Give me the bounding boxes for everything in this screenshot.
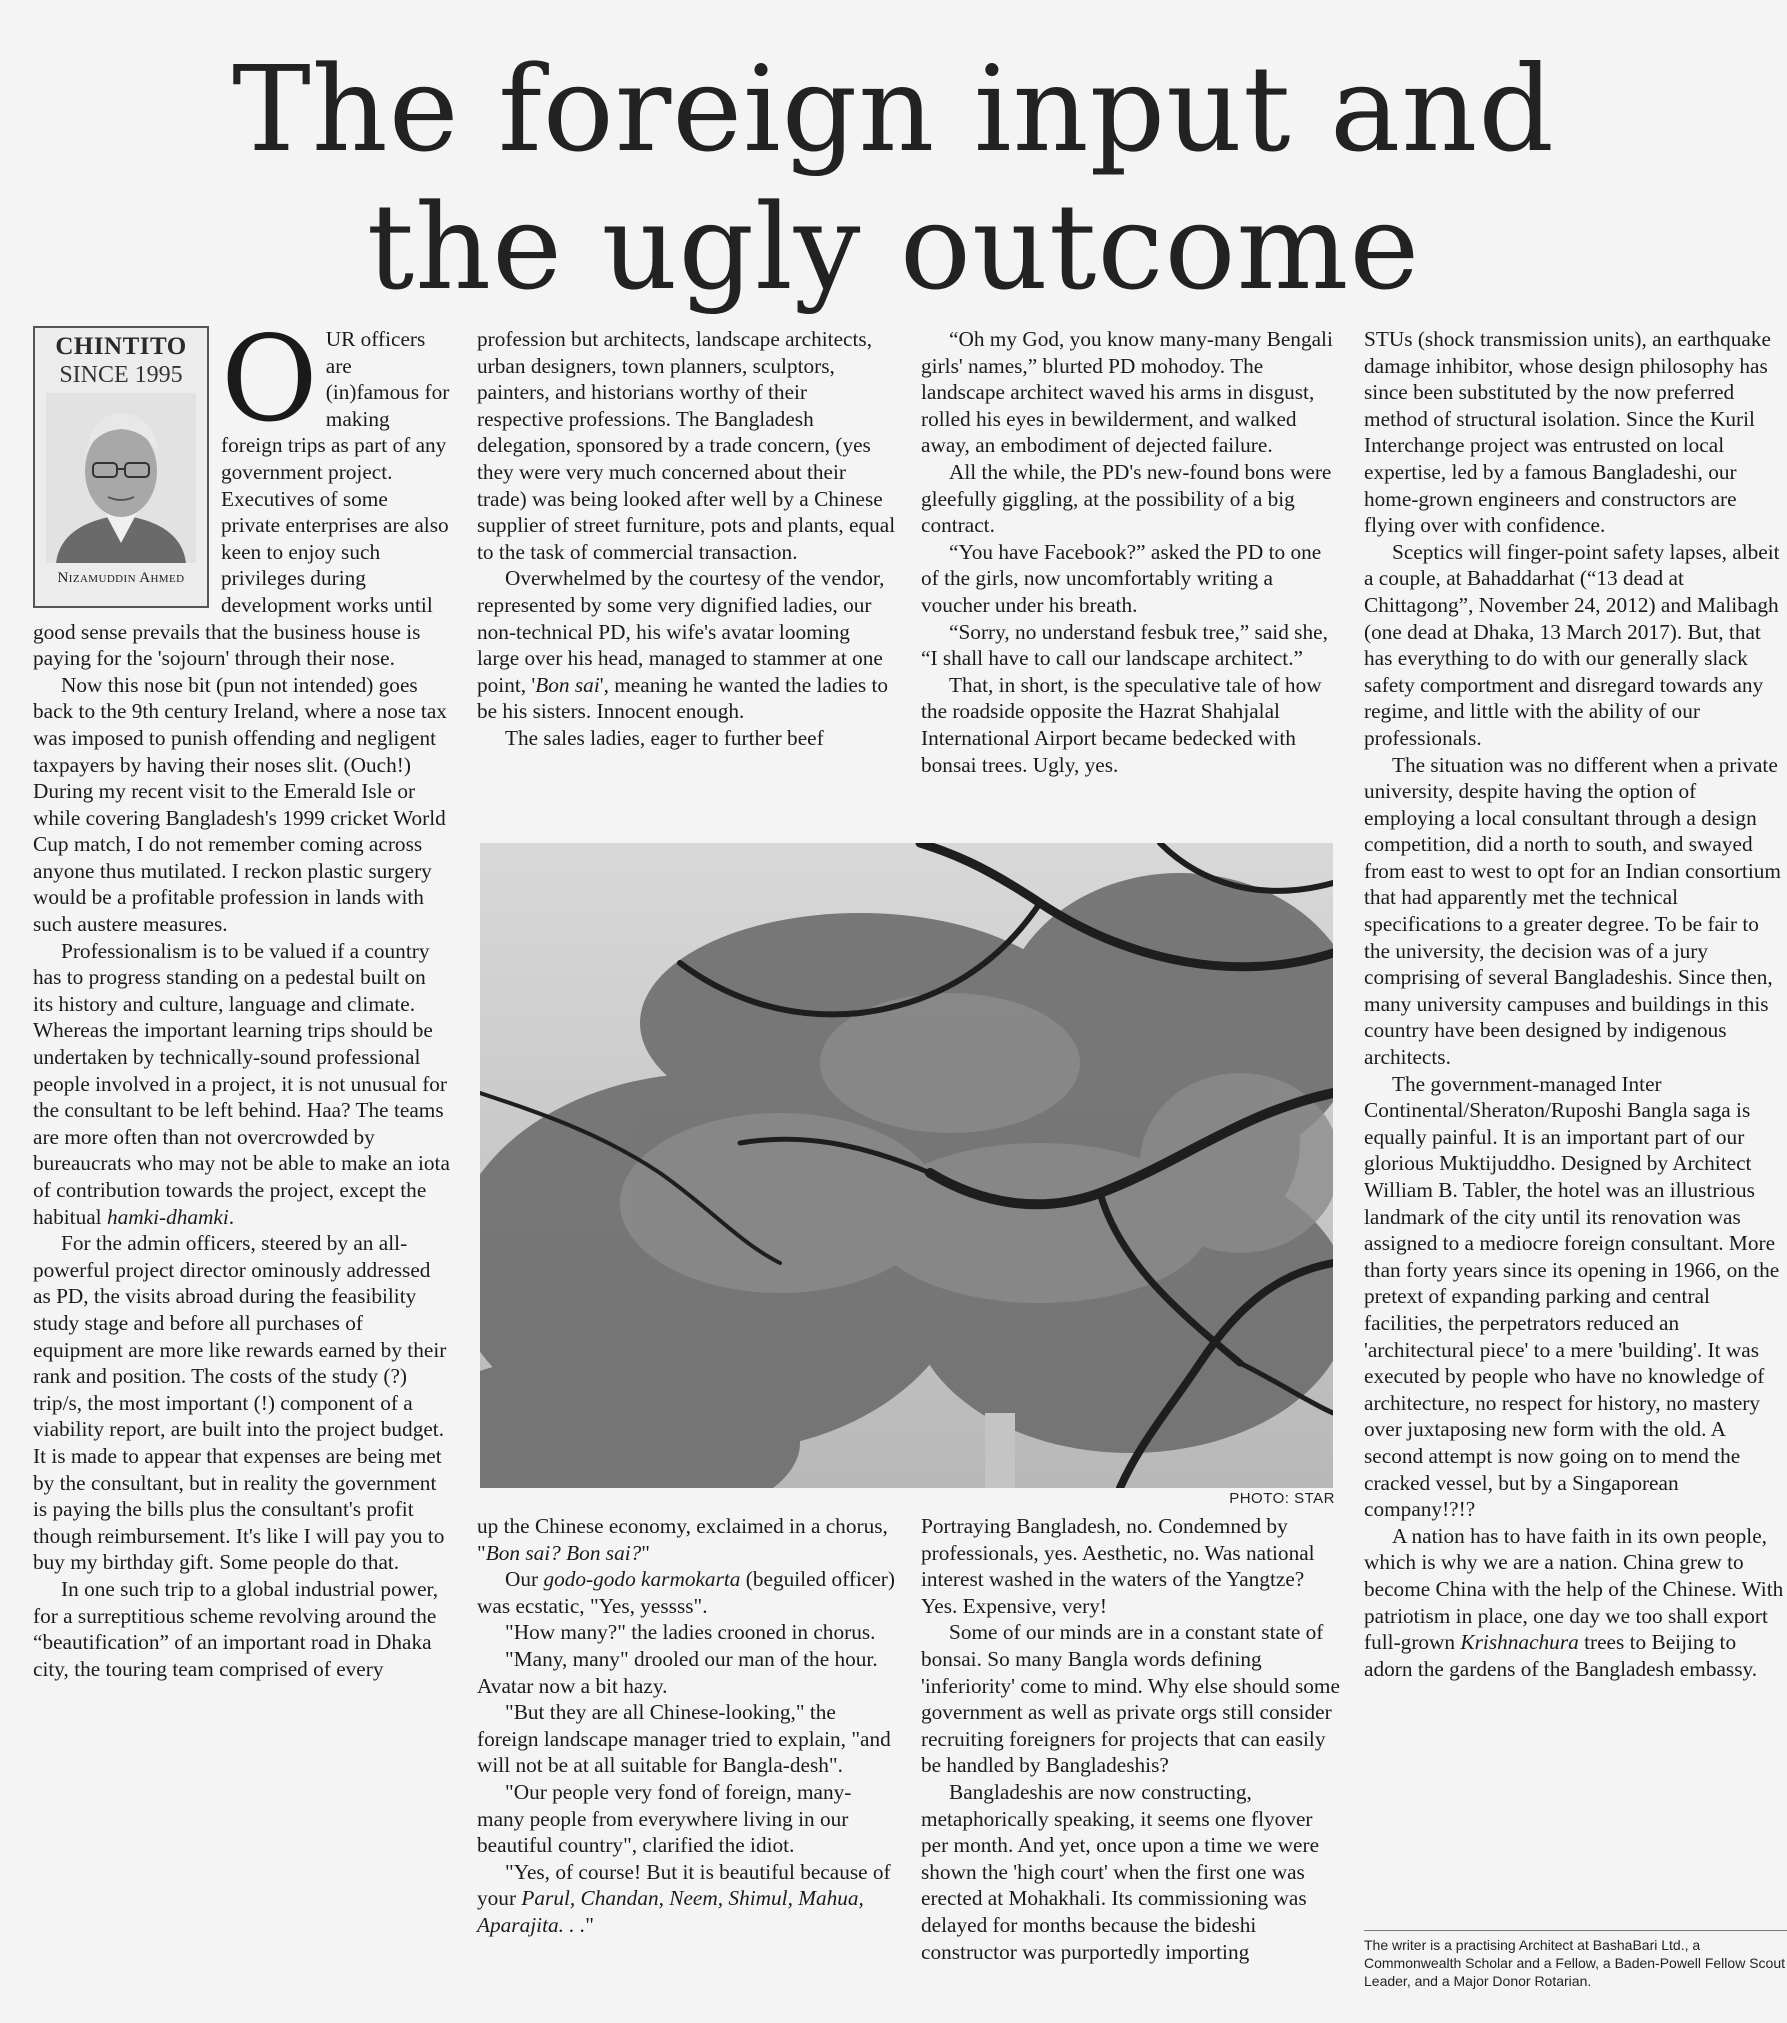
paragraph: Professionalism is to be valued if a country has to progress standing on a pedestal built on its history and culture, language and climate. Whereas the important learning trips should be undertaken by technically-sound professional people involved in a project, it is not unusual for the consultant to be left behind. Haa? The teams are more often than not overcrowded by bureaucrats who may not be able to make an iota of contribution towards the project, except the habitual hamki-dhamki.	[33, 938, 450, 1229]
paragraph: profession but architects, landscape architects, urban designers, town planners, sculptors, painters, and historians worthy of their respective professions. The Bangladesh delegation, sponsored by a trade concern, (yes they were very much concerned about their trade) was being looked after well by a Chinese supplier of street furniture, pots and plants, equal to the task of commercial transaction.	[477, 327, 896, 564]
paragraph: Our godo-godo karmokarta (beguiled officer) was ecstatic, "Yes, yessss".	[477, 1567, 895, 1618]
paragraph: Overwhelmed by the courtesy of the vendor, represented by some very dignified ladies, our non-technical PD, his wife's avatar looming large over his head, managed to stammer at one point, 'Bon sai', meaning he wanted the ladies to be his sisters. Innocent enough.	[477, 566, 889, 724]
paragraph: up the Chinese economy, exclaimed in a chorus, "Bon sai? Bon sai?"	[477, 1514, 888, 1565]
author-name: Nizamuddin Ahmed	[57, 570, 185, 586]
article-column-2	[477, 326, 897, 752]
paragraph: “Sorry, no understand fesbuk tree,” said she, “I shall have to call our landscape architect.”	[921, 619, 1328, 671]
byline-box	[33, 326, 209, 608]
article-column-3	[921, 326, 1341, 778]
paragraph: OUR officers are (in)famous for making foreign trips as part of any government project. Executives of some private enterprises are also keen to enjoy such privileges during development works until good sense prevails that the business house is paying for the 'sojourn' through their nose.	[33, 310, 450, 671]
author-portrait-icon	[46, 393, 196, 563]
paragraph: "Our people very fond of foreign, many-many people from everywhere living in our beautiful country", clarified the idiot.	[477, 1779, 852, 1858]
paragraph: In one such trip to a global industrial power, for a surreptitious scheme revolving around the “beautification” of an important road in Dhaka city, the touring team comprised of every	[33, 1576, 439, 1681]
author-note: The writer is a practising Architect at BashaBari Ltd., a Commonwealth Scholar and a Fellow, a Baden-Powell Fellow Scout Leader, and a Major Donor Rotarian.	[1364, 1937, 1785, 1989]
paragraph: "Many, many" drooled our man of the hour. Avatar now a bit hazy.	[477, 1646, 878, 1698]
paragraph: Portraying Bangladesh, no. Condemned by professionals, yes. Aesthetic, no. Was national interest washed in the waters of the Yangtze? Yes. Expensive, very!	[921, 1514, 1315, 1618]
paragraph: STUs (shock transmission units), an earthquake damage inhibitor, whose design philosophy has since been substituted by the now preferred method of structural isolation. Since the Kuril Interchange project was entrusted on local expertise, led by a famous Bangladeshi, our home-grown engineers and constructors are flying over with confidence.	[1364, 327, 1771, 538]
drop-cap: O	[221, 310, 318, 448]
article-column-2-continued	[477, 1513, 897, 1939]
article-column-3-continued	[921, 1513, 1341, 1965]
paragraph: The government-managed Inter Continental/Sheraton/Ruposhi Bangla saga is equally painful. It is an important part of our glorious Muktijuddho. Designed by Architect William B. Tabler, the hotel was an illustrious landmark of the city until its renovation was assigned to a mediocre foreign consultant. More than forty years since its opening in 1966, on the pretext of expanding parking and central facilities, the perpetrators reduced an 'architectural piece' to a mere 'building'. It was executed by people who have no knowledge of architecture, no respect for history, no mastery over juxtaposing new form with the old. A second attempt is now going on to mend the cracked vessel, but by a Singaporean company!?!?	[1364, 1071, 1780, 1522]
paragraph: For the admin officers, steered by an all-powerful project director ominously addressed as PD, the visits abroad during the feasibility study stage and before all purchases of equipment are more like rewards earned by their rank and position. The costs of the study (?) trip/s, the most important (!) component of a viability report, are built into the project budget. It is made to appear that expenses are being met by the consultant, but in reality the government is paying the bills plus the consultant's profit though reimbursement. It's like I will pay you to buy my birthday gift. Some people do that.	[33, 1231, 447, 1575]
paragraph: "But they are all Chinese-looking," the foreign landscape manager tried to explain, "and will not be at all suitable for Bangla-desh".	[477, 1700, 891, 1778]
paragraph: Now this nose bit (pun not intended) goes back to the 9th century Ireland, where a nose tax was imposed to punish offending and negligent taxpayers by having their noses slit. (Ouch!) During my recent visit to the Emerald Isle or while covering Bangladesh's 1999 cricket World Cup match, I do not remember coming across anyone thus mutilated. I reckon plastic surgery would be a profitable profession in lands with such austere measures.	[33, 672, 447, 937]
column-since: SINCE 1995	[59, 362, 183, 388]
column-name: CHINTITO	[55, 333, 187, 360]
tree-photo	[480, 843, 1333, 1488]
article-column-4	[1364, 326, 1787, 1682]
paragraph: Sceptics will finger-point safety lapses, albeit a couple, at Bahaddarhat (“13 dead at Chittagong”, November 24, 2012) and Malibagh (one dead at Dhaka, 13 March 2017). But, that has everything to do with our generally slack safety comportment and disregard towards any regime, and little with the ability of our professionals.	[1364, 539, 1780, 750]
divider	[1364, 1930, 1787, 1931]
paragraph: A nation has to have faith in its own people, which is why we are a nation. China grew to become China with the help of the Chinese. With patriotism in place, one day we too shall export full-grown Krishnachura trees to Beijing to adorn the gardens of the Bangladesh embassy.	[1364, 1523, 1784, 1681]
paragraph: All the while, the PD's new-found bons were gleefully giggling, at the possibility of a big contract.	[921, 459, 1332, 538]
photo-credit: PHOTO: STAR	[1229, 1490, 1335, 1507]
article-column-1	[33, 310, 450, 1682]
paragraph: The situation was no different when a private university, despite having the option of employing a local consultant through a design competition, did a north to south, and swayed from east to west to opt for an Indian consortium that had apparently met the technical specifications to a greater degree. To be fair to the university, the decision was of a jury comprising of several Bangladeshis. Since then, many university campuses and buildings in this country have been designed by indigenous architects.	[1364, 752, 1781, 1070]
paragraph: The sales ladies, eager to further beef	[505, 725, 824, 750]
headline-line-2: the ugly outcome	[366, 178, 1421, 316]
paragraph: "How many?" the ladies crooned in chorus.	[505, 1620, 876, 1645]
paragraph: Bangladeshis are now constructing, metaphorically speaking, it seems one flyover per month. And yet, once upon a time we were shown the 'high court' when the first one was erected at Mohakhali. Its commissioning was delayed for months because the bideshi constructor was purportedly importing	[921, 1779, 1320, 1964]
paragraph: That, in short, is the speculative tale of how the roadside opposite the Hazrat Shahjalal International Airport became bedecked with bonsai trees. Ugly, yes.	[921, 672, 1322, 777]
paragraph: "Yes, of course! But it is beautiful because of your Parul, Chandan, Neem, Shimul, Mahua, Aparajita. . ."	[477, 1859, 891, 1937]
headline	[0, 40, 1787, 316]
paragraph: “You have Facebook?” asked the PD to one of the girls, now uncomfortably writing a voucher under his breath.	[921, 539, 1322, 617]
headline-line-1: The foreign input and	[232, 40, 1555, 178]
paragraph: Some of our minds are in a constant state of bonsai. So many Bangla words defining 'inferiority' come to mind. Why else should some government as well as private orgs still consider recruiting foreigners for projects that can easily be handled by Bangladeshis?	[921, 1620, 1340, 1778]
paragraph: “Oh my God, you know many-many Bengali girls' names,” blurted PD mohodoy. The landscape architect waved his arms in disgust, rolled his eyes in bewilderment, and walked away, an embodiment of dejected failure.	[921, 327, 1333, 458]
